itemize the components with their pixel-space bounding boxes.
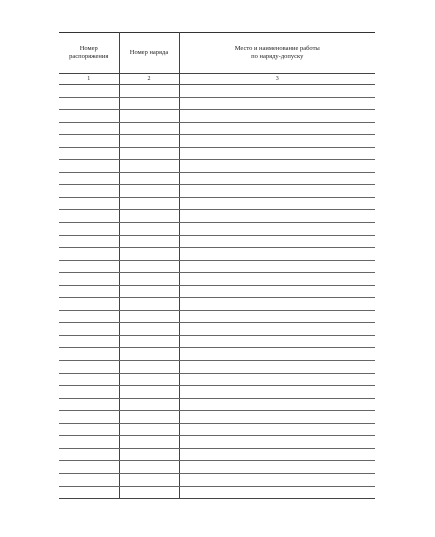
cell-permit-number (119, 197, 179, 210)
table-row (59, 473, 375, 486)
cell-work-place-description (179, 160, 375, 173)
table-row (59, 398, 375, 411)
cell-order-number (59, 298, 119, 311)
table-row (59, 210, 375, 223)
cell-work-place-description (179, 197, 375, 210)
table-row (59, 172, 375, 185)
cell-order-number (59, 210, 119, 223)
cell-work-place-description (179, 436, 375, 449)
table-row (59, 386, 375, 399)
cell-order-number (59, 436, 119, 449)
cell-order-number (59, 273, 119, 286)
table-row (59, 323, 375, 336)
table-row (59, 147, 375, 160)
table-row (59, 97, 375, 110)
cell-work-place-description (179, 122, 375, 135)
cell-order-number (59, 323, 119, 336)
table-row (59, 197, 375, 210)
cell-work-place-description (179, 223, 375, 236)
cell-permit-number (119, 323, 179, 336)
table-body (59, 85, 375, 499)
cell-order-number (59, 110, 119, 123)
table-row (59, 298, 375, 311)
header-work-place-description-label: Место и наименование работы по наряду-допуску (234, 45, 320, 60)
cell-permit-number (119, 310, 179, 323)
header-work-place-description (179, 33, 375, 74)
table-row (59, 223, 375, 236)
table-row (59, 373, 375, 386)
cell-work-place-description (179, 348, 375, 361)
work-order-log-table (59, 32, 375, 499)
cell-order-number (59, 85, 119, 98)
cell-permit-number (119, 348, 179, 361)
table-row (59, 185, 375, 198)
cell-permit-number (119, 210, 179, 223)
cell-permit-number (119, 361, 179, 374)
cell-permit-number (119, 461, 179, 474)
cell-permit-number (119, 223, 179, 236)
cell-permit-number (119, 273, 179, 286)
cell-permit-number (119, 235, 179, 248)
table-row (59, 423, 375, 436)
cell-work-place-description (179, 285, 375, 298)
cell-order-number (59, 411, 119, 424)
cell-permit-number (119, 436, 179, 449)
header-order-number (59, 33, 119, 74)
column-number-1: 1 (59, 74, 119, 85)
table-row (59, 85, 375, 98)
cell-order-number (59, 398, 119, 411)
cell-permit-number (119, 386, 179, 399)
cell-order-number (59, 160, 119, 173)
cell-work-place-description (179, 310, 375, 323)
cell-work-place-description (179, 110, 375, 123)
cell-order-number (59, 260, 119, 273)
table-row (59, 135, 375, 148)
cell-permit-number (119, 172, 179, 185)
cell-order-number (59, 348, 119, 361)
cell-work-place-description (179, 97, 375, 110)
cell-work-place-description (179, 260, 375, 273)
table-row (59, 248, 375, 261)
cell-work-place-description (179, 248, 375, 261)
table-row (59, 110, 375, 123)
cell-order-number (59, 97, 119, 110)
cell-work-place-description (179, 210, 375, 223)
cell-order-number (59, 197, 119, 210)
cell-permit-number (119, 411, 179, 424)
cell-work-place-description (179, 398, 375, 411)
cell-work-place-description (179, 386, 375, 399)
cell-work-place-description (179, 335, 375, 348)
cell-order-number (59, 147, 119, 160)
table-row (59, 122, 375, 135)
table-row (59, 436, 375, 449)
cell-permit-number (119, 110, 179, 123)
cell-permit-number (119, 97, 179, 110)
table-row (59, 235, 375, 248)
table-row (59, 361, 375, 374)
cell-order-number (59, 235, 119, 248)
cell-permit-number (119, 135, 179, 148)
cell-order-number (59, 172, 119, 185)
cell-work-place-description (179, 373, 375, 386)
header-permit-number (119, 33, 179, 74)
table-row (59, 160, 375, 173)
cell-order-number (59, 248, 119, 261)
cell-permit-number (119, 122, 179, 135)
cell-work-place-description (179, 172, 375, 185)
cell-order-number (59, 185, 119, 198)
cell-work-place-description (179, 486, 375, 499)
cell-permit-number (119, 160, 179, 173)
cell-order-number (59, 448, 119, 461)
cell-permit-number (119, 473, 179, 486)
table-row (59, 273, 375, 286)
column-number-3: 3 (179, 74, 375, 85)
column-number-row (59, 74, 375, 85)
cell-order-number (59, 461, 119, 474)
cell-permit-number (119, 373, 179, 386)
cell-work-place-description (179, 473, 375, 486)
cell-permit-number (119, 298, 179, 311)
cell-permit-number (119, 260, 179, 273)
cell-permit-number (119, 398, 179, 411)
cell-work-place-description (179, 411, 375, 424)
cell-order-number (59, 223, 119, 236)
cell-work-place-description (179, 298, 375, 311)
cell-work-place-description (179, 273, 375, 286)
table-row (59, 448, 375, 461)
table-row (59, 411, 375, 424)
column-number-2: 2 (119, 74, 179, 85)
cell-order-number (59, 423, 119, 436)
cell-permit-number (119, 448, 179, 461)
cell-work-place-description (179, 323, 375, 336)
cell-order-number (59, 373, 119, 386)
header-order-number-label: Номер распоряжения (69, 45, 109, 60)
cell-permit-number (119, 335, 179, 348)
header-permit-number-label: Номер наряда (129, 49, 169, 56)
cell-permit-number (119, 423, 179, 436)
cell-order-number (59, 386, 119, 399)
header-row (59, 33, 375, 74)
cell-order-number (59, 285, 119, 298)
cell-work-place-description (179, 235, 375, 248)
cell-permit-number (119, 285, 179, 298)
cell-work-place-description (179, 185, 375, 198)
cell-work-place-description (179, 448, 375, 461)
cell-order-number (59, 122, 119, 135)
table-row (59, 260, 375, 273)
cell-order-number (59, 135, 119, 148)
cell-order-number (59, 335, 119, 348)
cell-work-place-description (179, 461, 375, 474)
table-row (59, 461, 375, 474)
table-row (59, 335, 375, 348)
cell-work-place-description (179, 147, 375, 160)
cell-order-number (59, 473, 119, 486)
table-row (59, 310, 375, 323)
cell-permit-number (119, 147, 179, 160)
cell-order-number (59, 310, 119, 323)
table-row (59, 348, 375, 361)
cell-order-number (59, 486, 119, 499)
cell-work-place-description (179, 135, 375, 148)
cell-permit-number (119, 248, 179, 261)
cell-work-place-description (179, 85, 375, 98)
cell-permit-number (119, 185, 179, 198)
table-row (59, 285, 375, 298)
cell-work-place-description (179, 423, 375, 436)
table-row (59, 486, 375, 499)
cell-permit-number (119, 85, 179, 98)
cell-order-number (59, 361, 119, 374)
cell-permit-number (119, 486, 179, 499)
cell-work-place-description (179, 361, 375, 374)
